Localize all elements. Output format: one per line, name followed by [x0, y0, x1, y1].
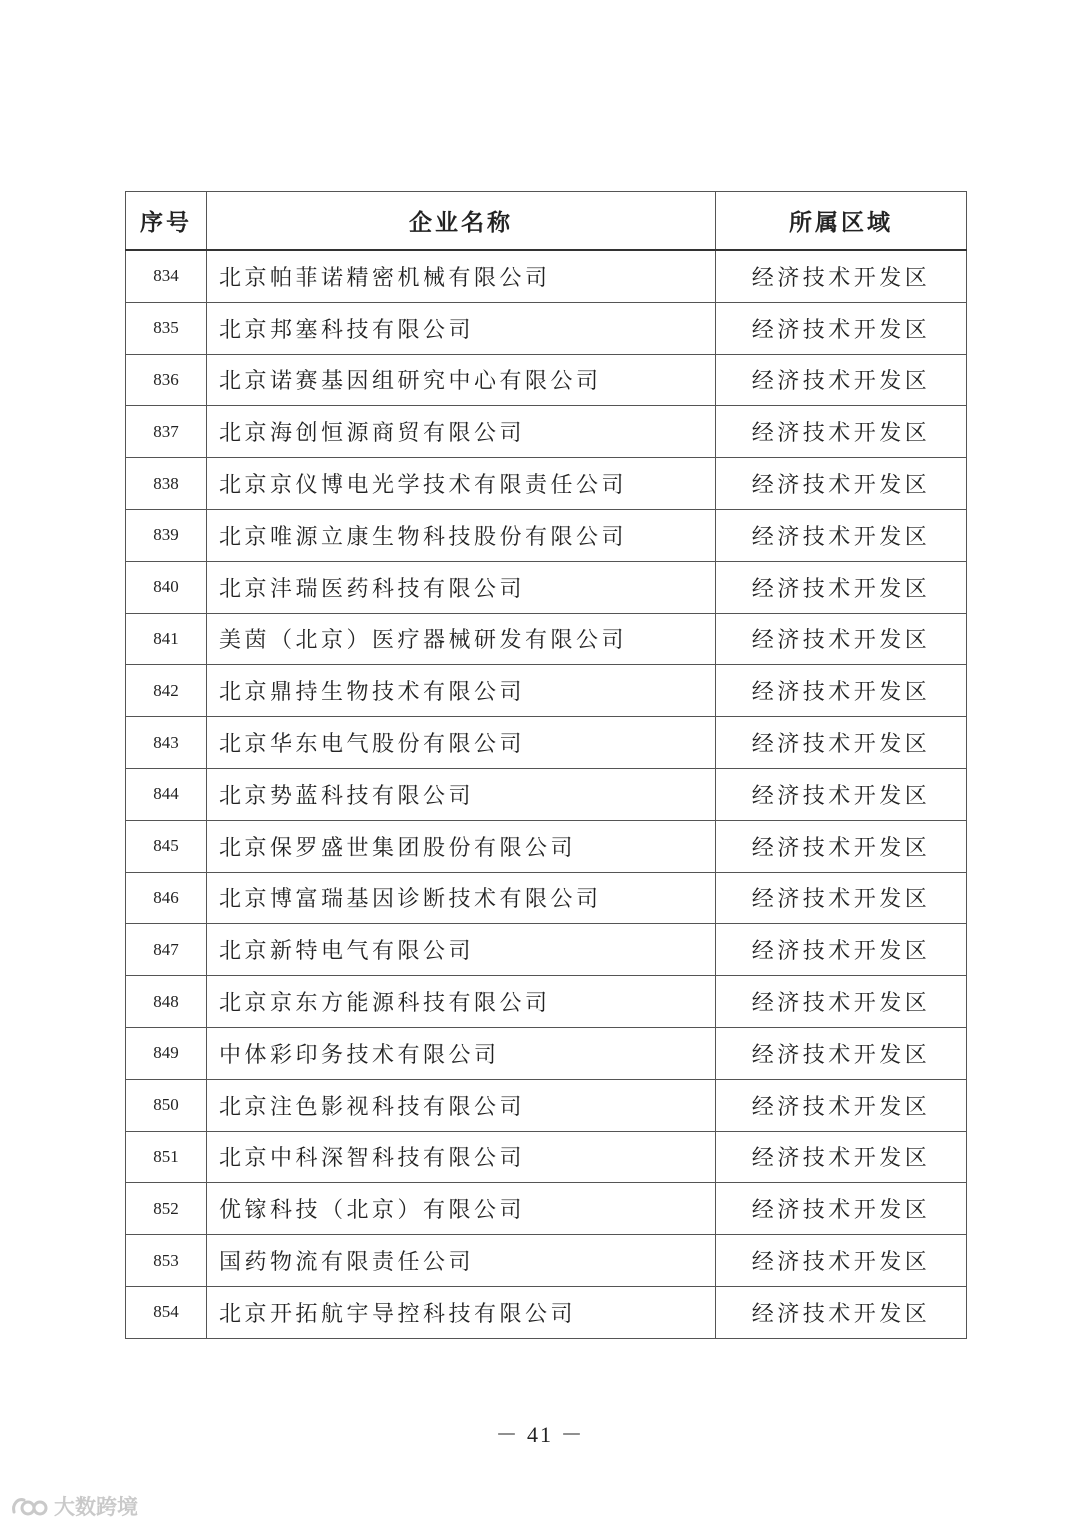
- row-number: 846: [126, 872, 207, 924]
- table-row: [126, 976, 967, 1028]
- company-name: 北京诺赛基因组研究中心有限公司: [207, 354, 716, 406]
- company-area: 经济技术开发区: [716, 820, 967, 872]
- header-company-name: 企业名称: [207, 192, 716, 251]
- company-area: 经济技术开发区: [716, 1027, 967, 1079]
- row-number: 841: [126, 613, 207, 665]
- row-number: 852: [126, 1183, 207, 1235]
- row-number: 853: [126, 1235, 207, 1287]
- table-row: [126, 613, 967, 665]
- header-number: 序号: [126, 192, 207, 251]
- row-number: 845: [126, 820, 207, 872]
- company-name: 北京注色影视科技有限公司: [207, 1079, 716, 1131]
- company-area: 经济技术开发区: [716, 406, 967, 458]
- company-name: 国药物流有限责任公司: [207, 1235, 716, 1287]
- company-area: 经济技术开发区: [716, 613, 967, 665]
- company-name: 北京京仪博电光学技术有限责任公司: [207, 458, 716, 510]
- company-area: 经济技术开发区: [716, 250, 967, 302]
- table-row: [126, 768, 967, 820]
- company-name: 北京鼎持生物技术有限公司: [207, 665, 716, 717]
- watermark-text: 大数跨境: [54, 1495, 138, 1519]
- company-area: 经济技术开发区: [716, 1183, 967, 1235]
- company-name: 北京势蓝科技有限公司: [207, 768, 716, 820]
- company-area: 经济技术开发区: [716, 768, 967, 820]
- table-header-row: [126, 192, 967, 251]
- row-number: 843: [126, 717, 207, 769]
- company-area: 经济技术开发区: [716, 717, 967, 769]
- row-number: 836: [126, 354, 207, 406]
- watermark: [8, 1490, 138, 1522]
- table-row: [126, 872, 967, 924]
- company-name: 北京保罗盛世集团股份有限公司: [207, 820, 716, 872]
- company-area: 经济技术开发区: [716, 302, 967, 354]
- page-number: － 41 －: [495, 1422, 585, 1447]
- company-name: 北京新特电气有限公司: [207, 924, 716, 976]
- company-name: 北京中科深智科技有限公司: [207, 1131, 716, 1183]
- table-row: [126, 250, 967, 302]
- company-name: 北京唯源立康生物科技股份有限公司: [207, 509, 716, 561]
- table-row: [126, 406, 967, 458]
- table-body: [126, 250, 967, 1338]
- company-name: 北京沣瑞医药科技有限公司: [207, 561, 716, 613]
- row-number: 854: [126, 1286, 207, 1338]
- company-area: 经济技术开发区: [716, 1235, 967, 1287]
- company-area: 经济技术开发区: [716, 665, 967, 717]
- row-number: 840: [126, 561, 207, 613]
- company-area: 经济技术开发区: [716, 1286, 967, 1338]
- company-name: 中体彩印务技术有限公司: [207, 1027, 716, 1079]
- company-area: 经济技术开发区: [716, 354, 967, 406]
- table-row: [126, 354, 967, 406]
- table-row: [126, 665, 967, 717]
- table-row: [126, 924, 967, 976]
- row-number: 835: [126, 302, 207, 354]
- row-number: 844: [126, 768, 207, 820]
- company-area: 经济技术开发区: [716, 1131, 967, 1183]
- logo-mark-icon: [8, 1492, 48, 1520]
- row-number: 847: [126, 924, 207, 976]
- table-row: [126, 561, 967, 613]
- table-row: [126, 1286, 967, 1338]
- company-name: 美茵（北京）医疗器械研发有限公司: [207, 613, 716, 665]
- row-number: 848: [126, 976, 207, 1028]
- row-number: 850: [126, 1079, 207, 1131]
- table-row: [126, 717, 967, 769]
- company-name: 北京海创恒源商贸有限公司: [207, 406, 716, 458]
- company-name: 北京帕菲诺精密机械有限公司: [207, 250, 716, 302]
- company-name: 北京博富瑞基因诊断技术有限公司: [207, 872, 716, 924]
- row-number: 849: [126, 1027, 207, 1079]
- company-name: 优镓科技（北京）有限公司: [207, 1183, 716, 1235]
- company-name: 北京华东电气股份有限公司: [207, 717, 716, 769]
- company-name: 北京开拓航宇导控科技有限公司: [207, 1286, 716, 1338]
- company-area: 经济技术开发区: [716, 509, 967, 561]
- table-row: [126, 458, 967, 510]
- company-area: 经济技术开发区: [716, 924, 967, 976]
- row-number: 834: [126, 250, 207, 302]
- header-area: 所属区域: [716, 192, 967, 251]
- table-row: [126, 1235, 967, 1287]
- company-area: 经济技术开发区: [716, 872, 967, 924]
- row-number: 851: [126, 1131, 207, 1183]
- company-area: 经济技术开发区: [716, 561, 967, 613]
- row-number: 838: [126, 458, 207, 510]
- table-row: [126, 1131, 967, 1183]
- company-area: 经济技术开发区: [716, 458, 967, 510]
- table-row: [126, 1079, 967, 1131]
- company-name: 北京京东方能源科技有限公司: [207, 976, 716, 1028]
- table-row: [126, 1027, 967, 1079]
- row-number: 839: [126, 509, 207, 561]
- table-row: [126, 1183, 967, 1235]
- row-number: 837: [126, 406, 207, 458]
- company-area: 经济技术开发区: [716, 976, 967, 1028]
- row-number: 842: [126, 665, 207, 717]
- table-row: [126, 820, 967, 872]
- table-row: [126, 302, 967, 354]
- company-list-table: [125, 191, 967, 1339]
- table-row: [126, 509, 967, 561]
- company-name: 北京邦塞科技有限公司: [207, 302, 716, 354]
- company-area: 经济技术开发区: [716, 1079, 967, 1131]
